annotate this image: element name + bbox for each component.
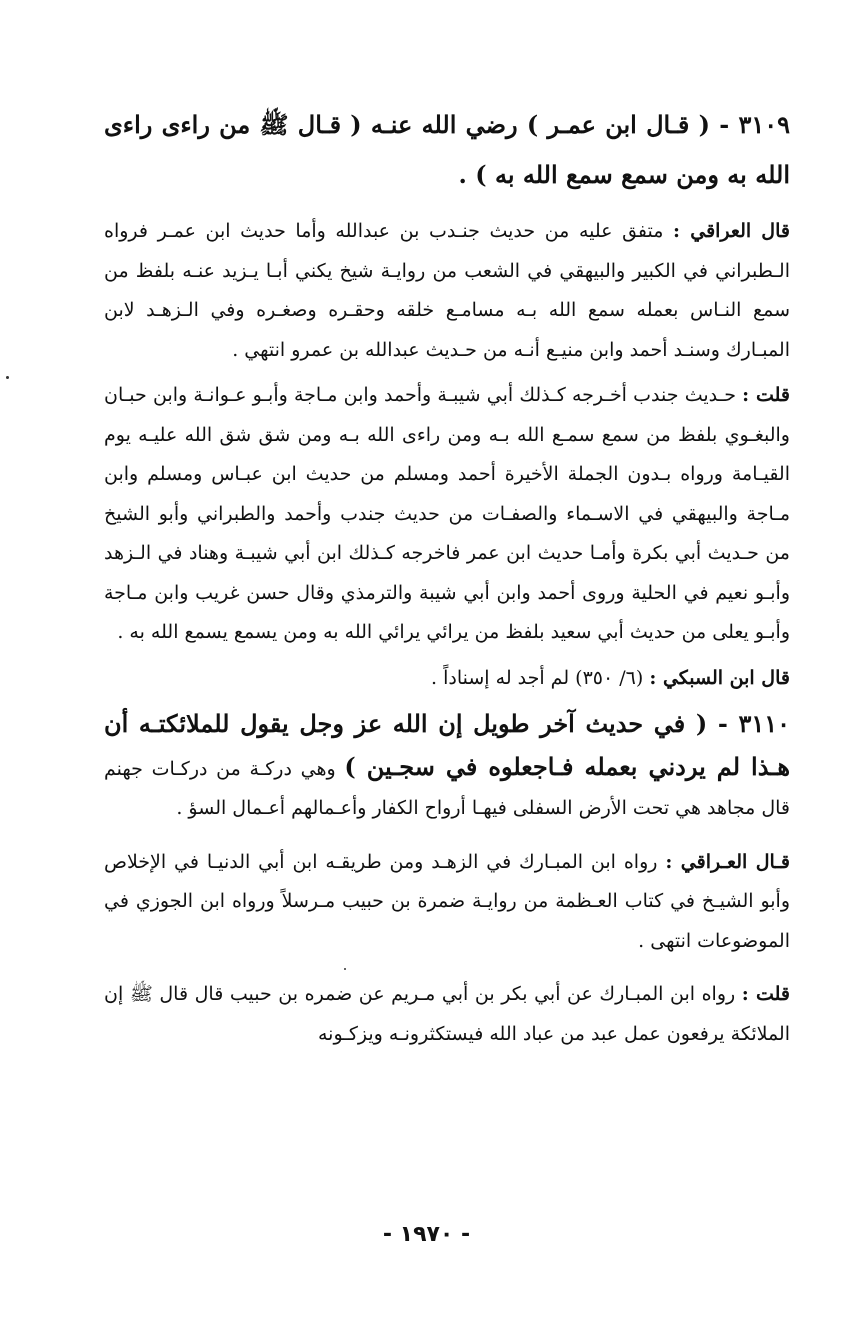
scan-speck xyxy=(344,968,346,970)
qultu-comment-3109 xyxy=(104,376,790,653)
hadith-3109-heading: ٣١٠٩ - ( قـال ابن عمـر ) رضي الله عنـه ( قـال ﷺ من راءى راءى الله به ومن سمع سمع الله به ) . xyxy=(104,110,790,189)
qultu-comment-3110 xyxy=(104,975,790,1054)
qultu-label: قلت : xyxy=(741,983,790,1005)
subki-text: (٦/ ٣٥٠) لم أجد له إسناداً . xyxy=(431,666,644,689)
qultu-label: قلت : xyxy=(742,384,790,406)
hadith-3110-heading-tail: وهي دركـة من دركـات جهنم قال مجاهد هي تحت الأرض السفلى فيهـا أرواح الكفار وأعـمالهم أعـمال السؤ . xyxy=(104,757,790,819)
qultu-text: رواه ابن المبـارك عن أبي بكر بن أبي مـريم عن ضمره بن حبيب قال قال ﷺ إن الملائكة يرفعون عمل عبد من عباد الله فيستكثرونـه ويزكـونه xyxy=(104,983,790,1045)
scan-speck xyxy=(6,376,9,379)
qultu-text: حـديث جندب أخـرجه كـذلك أبي شيبـة وأحمد وابن مـاجة وأبـو عـوانـة وابن حبـان والبغـوي بلفظ من سمع سمـع الله بـه ومن راءى الله بـه ومن شق شق الله عليـه يوم القيـامة ورواه بـدون الجملة الأخيرة أحمد ومسلم من حديث ابن عبـاس ومسلم وابن مـاجة والبيهقي في الاسـماء والصفـات من حديث جندب وأحمد والطبراني وأبو الشيخ من حـديث أبي بكرة وأمـا حديث ابن عمر فاخرجه كـذلك ابن أبي شيبـة وهناد في الـزهد وأبـو نعيم في الحلية وروى أحمد وابن أبي شيبة والترمذي وقال حسن غريب وابن مـاجة وأبـو يعلى من حديث أبي سعيد بلفظ من يرائي يرائي الله به ومن يسمع يسمع الله به . xyxy=(104,384,790,643)
hadith-3110-block xyxy=(104,704,790,829)
iraqi-comment-3109 xyxy=(104,212,790,370)
subki-comment-3109 xyxy=(104,659,790,699)
iraqi-comment-3110 xyxy=(104,843,790,962)
iraqi-label: قال العراقي : xyxy=(673,220,790,242)
page-body xyxy=(104,100,790,1060)
iraqi-label: قـال العـراقي : xyxy=(665,850,790,873)
subki-label: قال ابن السبكي : xyxy=(649,666,790,689)
page-number: - ١٩٧٠ - xyxy=(382,1222,471,1247)
iraqi-text: متفق عليه من حديث جنـدب بن عبدالله وأما حديث ابن عمـر فرواه الـطبراني في الكبير والبيهقي في الشعب من روايـة شيخ يكني أبـا يـزيد عنـه بلفظ من سمع النـاس بعمله سمع الله بـه مسامـع خلقه وحقـره وصغـره وفي الـزهـد لابن المبـارك وسنـد أحمد وابن منيـع أنـه من حـديث عبدالله بن عمرو انتهي . xyxy=(104,220,790,361)
iraqi-text: رواه ابن المبـارك في الزهـد ومن طريقـه ابن أبي الدنيـا في الإخلاص وأبو الشيـخ في كتاب العـظمة من روايـة ضمرة بن حبيب مـرسلاً ورواه ابن الجوزي في الموضوعات انتهى . xyxy=(104,850,790,952)
hadith-3110-heading: ٣١١٠ - ( في حديث آخر طويل إن الله عز وجل يقول للملائكتـه أن هـذا لم يردني بعمله فـاجعلوه في سجـين ) xyxy=(104,709,791,781)
